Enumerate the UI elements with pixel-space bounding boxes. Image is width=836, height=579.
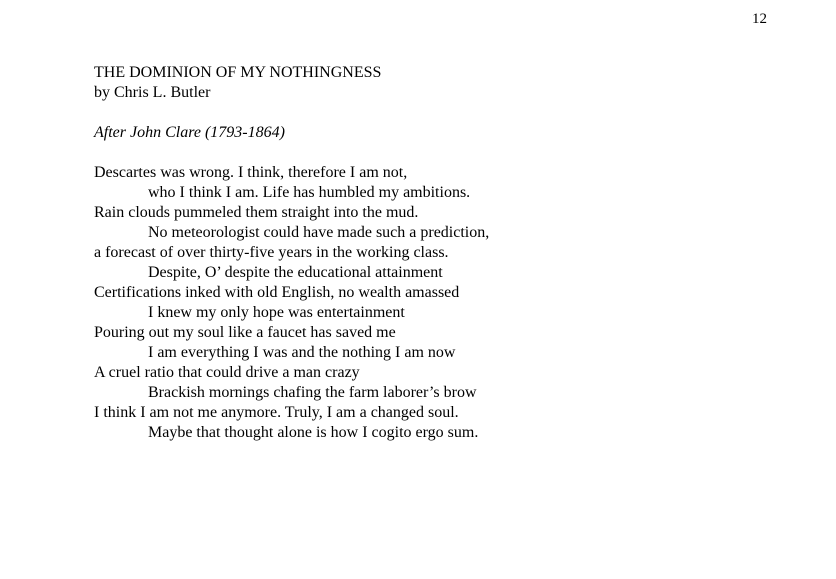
poem-line: Pouring out my soul like a faucet has saved me [94,324,396,341]
poem-title: THE DOMINION OF MY NOTHINGNESS [94,64,382,81]
poem-line: No meteorologist could have made such a prediction, [148,224,490,241]
poem-line: A cruel ratio that could drive a man crazy [94,364,360,381]
poem-line: I think I am not me anymore. Truly, I am a changed soul. [94,404,459,421]
poem-body [94,163,654,443]
page-number: 12 [752,11,767,27]
poem-line: Certifications inked with old English, no wealth amassed [94,284,460,301]
poem-line: a forecast of over thirty-five years in the working class. [94,244,449,261]
poem-byline: by Chris L. Butler [94,84,211,101]
poem-line: Maybe that thought alone is how I cogito ergo sum. [148,424,479,441]
poem-line: Despite, O’ despite the educational attainment [148,264,443,281]
poem-line: who I think I am. Life has humbled my ambitions. [148,184,471,201]
poem-line: Brackish mornings chafing the farm laborer’s brow [148,384,477,401]
poem-line: I knew my only hope was entertainment [148,304,405,321]
poem-content [94,63,654,443]
poem-line: I am everything I was and the nothing I am now [148,344,456,361]
poem-title-block [94,63,654,103]
poem-epigraph: After John Clare (1793-1864) [94,124,285,141]
poem-line: Rain clouds pummeled them straight into the mud. [94,204,419,221]
poem-line: Descartes was wrong. I think, therefore I am not, [94,164,408,181]
